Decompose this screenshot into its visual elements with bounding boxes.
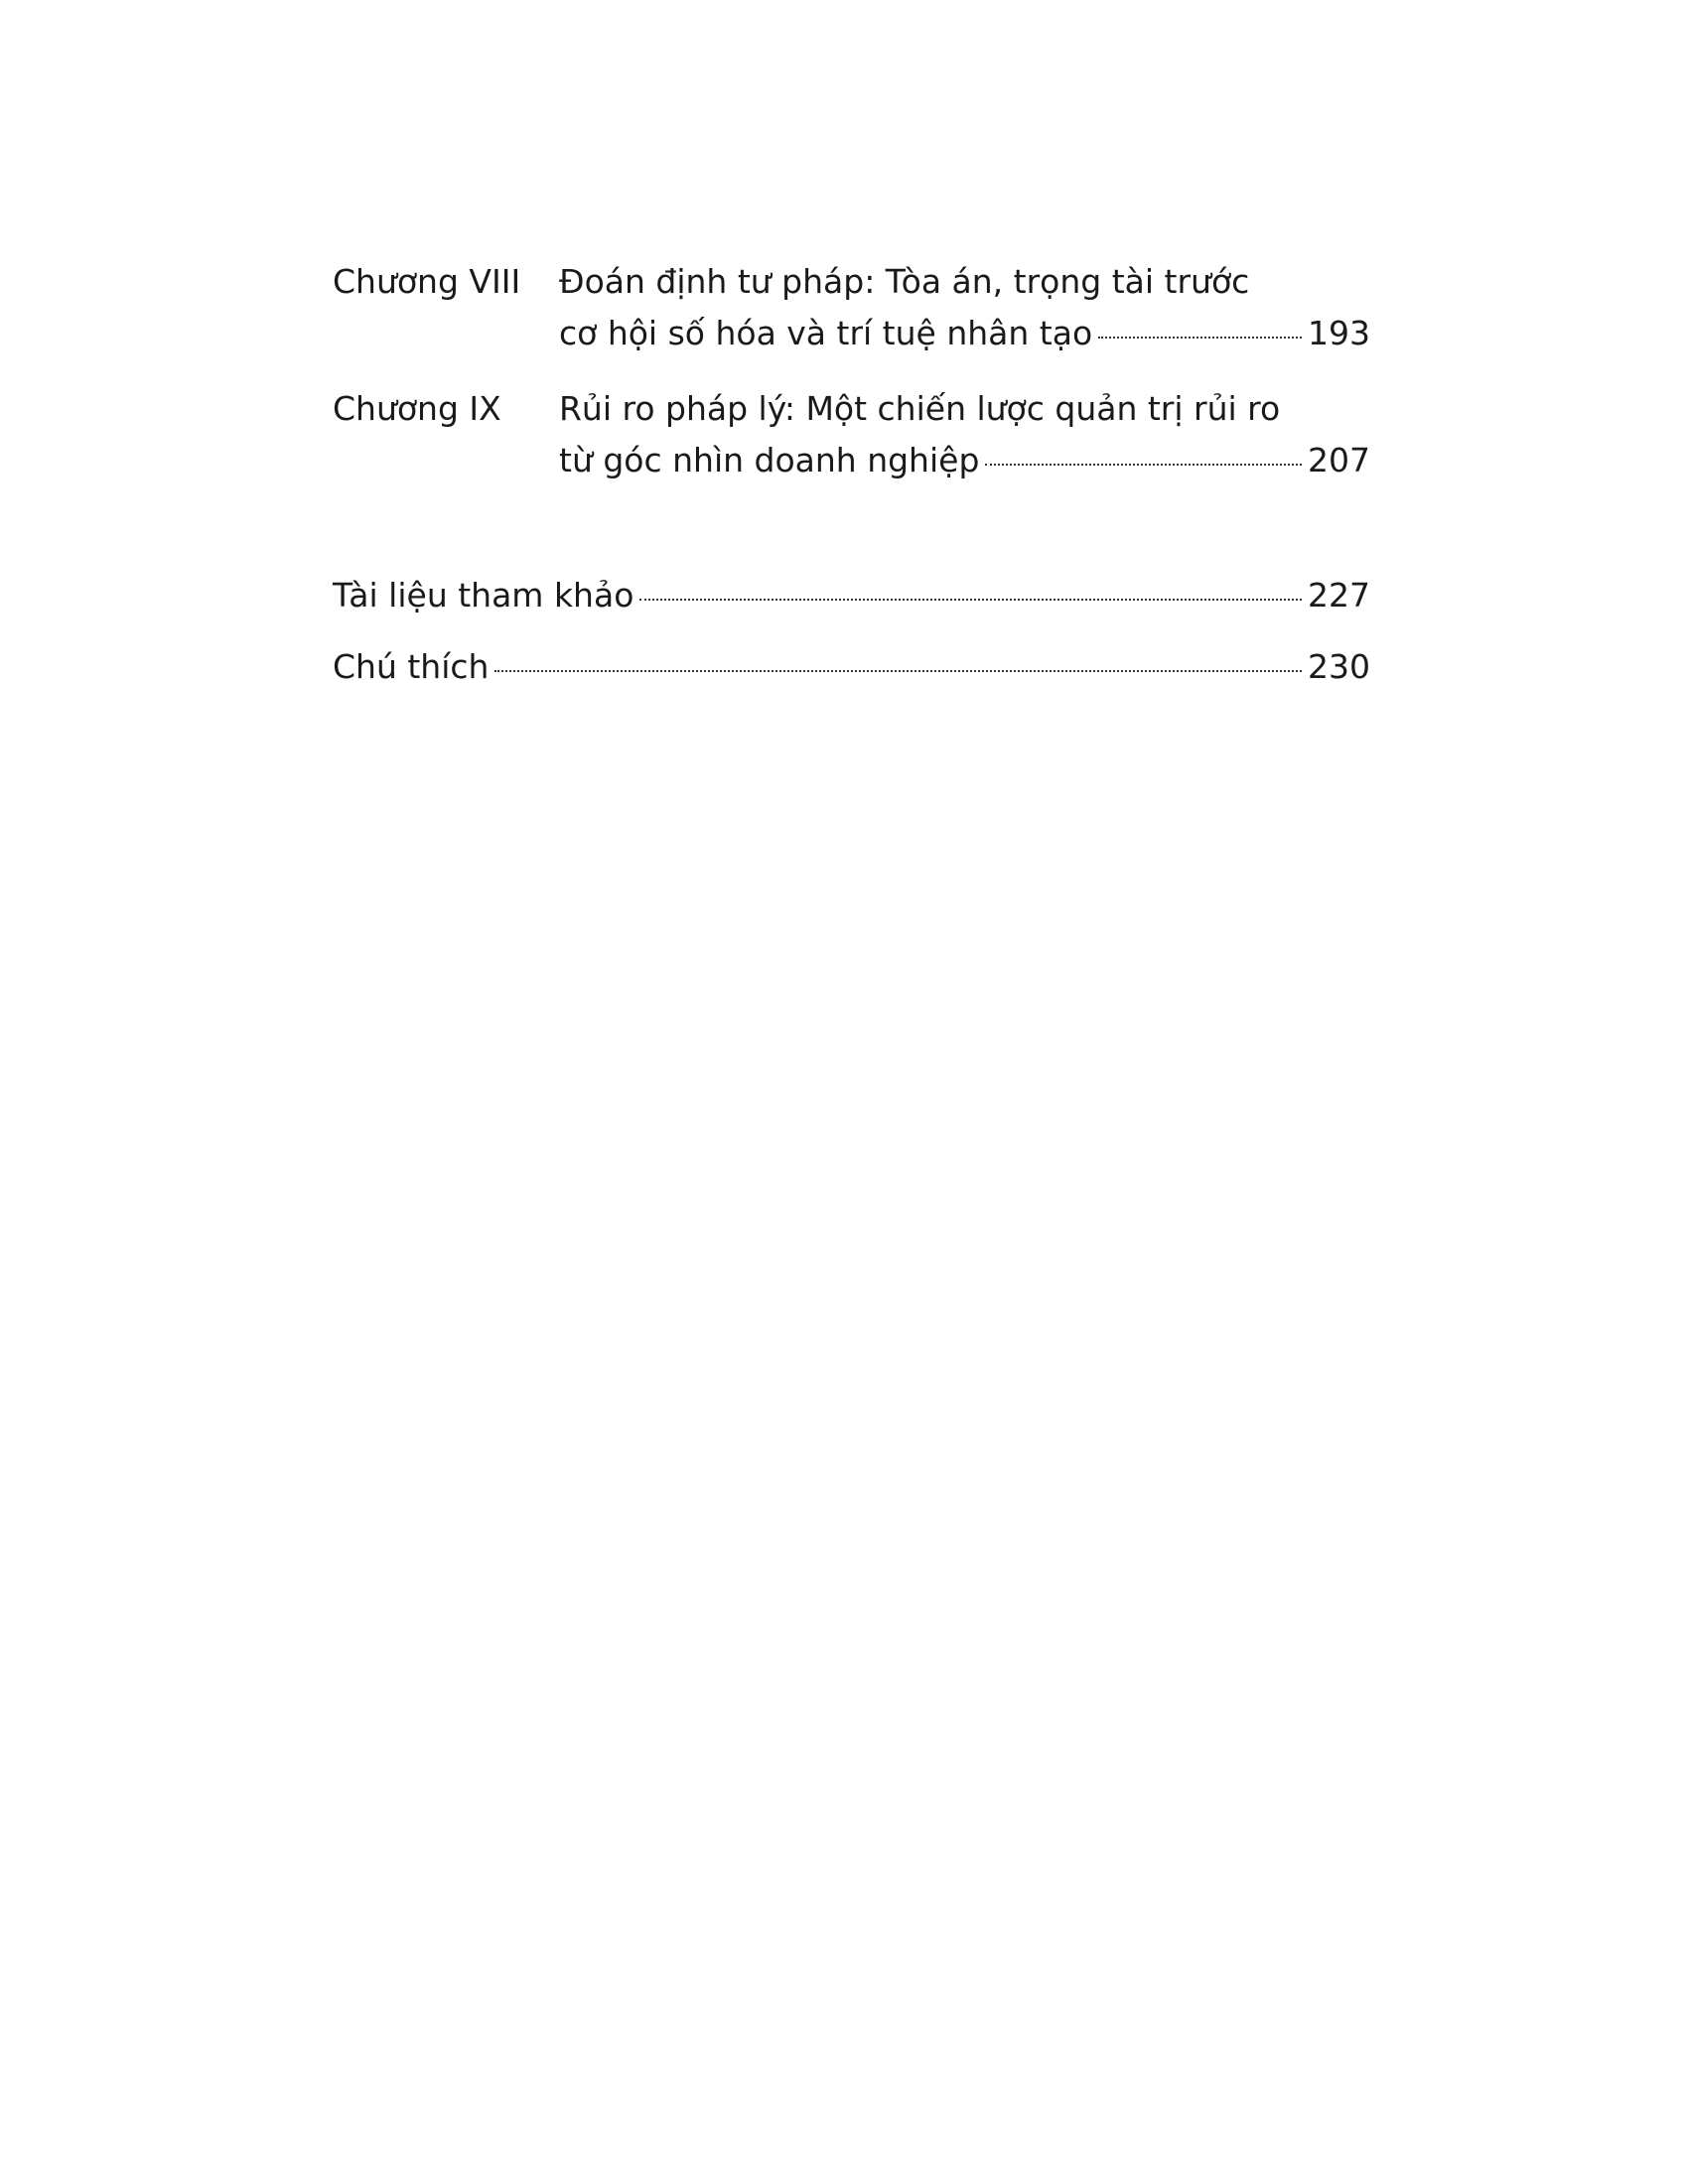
chapter-title-block xyxy=(559,256,1370,359)
toc-chapter-8 xyxy=(333,256,1370,359)
section-spacer xyxy=(333,510,1370,570)
chapter-title-text: Đoán định tư pháp: Tòa án, trọng tài trước xyxy=(559,262,1250,301)
toc-entry-references xyxy=(333,570,1370,621)
chapter-title-line xyxy=(559,256,1370,308)
entry-title: Chú thích xyxy=(333,647,490,686)
page-number: 207 xyxy=(1308,441,1370,479)
chapter-title-text: từ góc nhìn doanh nghiệp xyxy=(559,441,980,479)
page-number: 227 xyxy=(1308,576,1370,614)
chapter-number: Chương VIII xyxy=(333,262,521,301)
page-number: 230 xyxy=(1308,647,1370,686)
dot-leader xyxy=(494,670,1302,672)
chapter-number: Chương IX xyxy=(333,389,501,428)
dot-leader xyxy=(985,464,1302,466)
dot-leader xyxy=(1098,337,1302,339)
toc-entry-notes xyxy=(333,641,1370,693)
chapter-title-line-with-page xyxy=(559,308,1370,359)
chapter-title-text: cơ hội số hóa và trí tuệ nhân tạo xyxy=(559,314,1093,352)
table-of-contents xyxy=(333,256,1370,713)
chapter-title-line xyxy=(559,383,1370,435)
entry-title: Tài liệu tham khảo xyxy=(333,576,634,614)
chapter-title-text: Rủi ro pháp lý: Một chiến lược quản trị rủi ro xyxy=(559,389,1281,428)
toc-chapter-9 xyxy=(333,383,1370,486)
dot-leader xyxy=(639,599,1302,601)
chapter-title-line-with-page xyxy=(559,435,1370,486)
page-number: 193 xyxy=(1308,314,1370,352)
chapter-title-block xyxy=(559,383,1370,486)
